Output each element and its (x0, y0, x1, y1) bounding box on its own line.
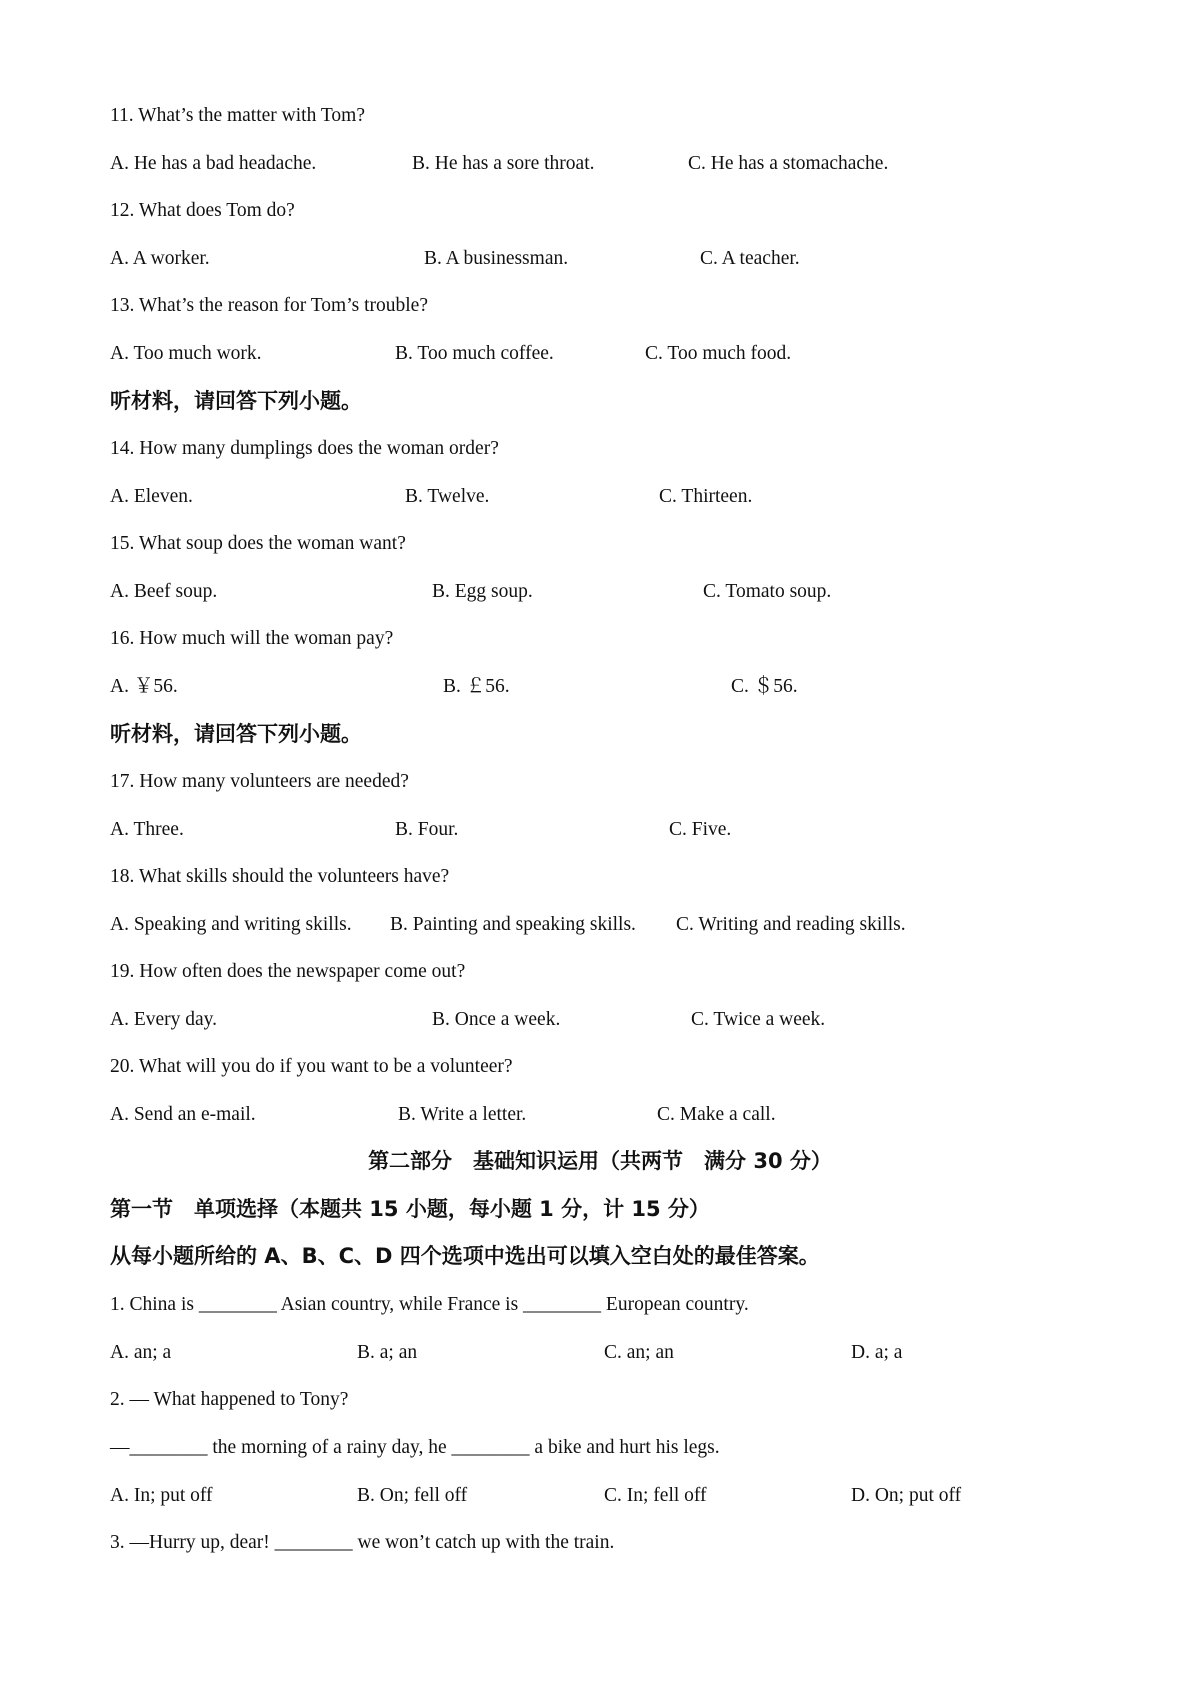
part2-title: 第二部分 基础知识运用（共两节 满分 30 分） (368, 1149, 832, 1173)
q11-option-b: B. He has a sore throat. (412, 153, 595, 174)
q15-option-c: C. Tomato soup. (703, 581, 832, 602)
question-18: 18. What skills should the volunteers have? (110, 866, 450, 887)
q12-option-b: B. A businessman. (424, 248, 569, 269)
q15-option-b: B. Egg soup. (432, 581, 533, 602)
q14-option-b: B. Twelve. (405, 486, 490, 507)
g1-option-c: C. an; an (604, 1342, 674, 1363)
question-20: 20. What will you do if you want to be a volunteer? (110, 1056, 513, 1077)
grammar-question-3: 3. —Hurry up, dear! ________ we won’t catch up with the train. (110, 1532, 615, 1553)
q12-option-c: C. A teacher. (700, 248, 800, 269)
q12-option-a: A. A worker. (110, 248, 210, 269)
g2-option-a: A. In; put off (110, 1485, 213, 1506)
q14-option-c: C. Thirteen. (659, 486, 753, 507)
q16-option-b: B. ￡56. (443, 676, 510, 697)
question-16: 16. How much will the woman pay? (110, 628, 394, 649)
question-15: 15. What soup does the woman want? (110, 533, 406, 554)
q20-option-b: B. Write a letter. (398, 1104, 527, 1125)
q13-option-c: C. Too much food. (645, 343, 792, 364)
question-17: 17. How many volunteers are needed? (110, 771, 409, 792)
section1-directions: 从每小题所给的 A、B、C、D 四个选项中选出可以填入空白处的最佳答案。 (110, 1244, 820, 1268)
q11-option-c: C. He has a stomachache. (688, 153, 889, 174)
question-14: 14. How many dumplings does the woman order? (110, 438, 499, 459)
q19-option-b: B. Once a week. (432, 1009, 561, 1030)
q16-option-c: C. ＄56. (731, 676, 798, 697)
listening-instruction: 听材料，请回答下列小题。 (110, 722, 362, 746)
q17-option-c: C. Five. (669, 819, 732, 840)
g1-option-d: D. a; a (851, 1342, 903, 1363)
q13-option-a: A. Too much work. (110, 343, 262, 364)
g2-option-b: B. On; fell off (357, 1485, 468, 1506)
q17-option-b: B. Four. (395, 819, 459, 840)
q19-option-c: C. Twice a week. (691, 1009, 826, 1030)
q18-option-b: B. Painting and speaking skills. (390, 914, 636, 935)
q16-option-a: A. ￥56. (110, 676, 178, 697)
question-12: 12. What does Tom do? (110, 200, 295, 221)
grammar-question-2-reply: —________ the morning of a rainy day, he ________ a bike and hurt his legs. (110, 1437, 720, 1458)
q17-option-a: A. Three. (110, 819, 184, 840)
g1-option-b: B. a; an (357, 1342, 418, 1363)
q14-option-a: A. Eleven. (110, 486, 193, 507)
listening-instruction: 听材料，请回答下列小题。 (110, 389, 362, 413)
g1-option-a: A. an; a (110, 1342, 172, 1363)
q13-option-b: B. Too much coffee. (395, 343, 554, 364)
question-13: 13. What’s the reason for Tom’s trouble? (110, 295, 428, 316)
question-11: 11. What’s the matter with Tom? (110, 105, 365, 126)
q19-option-a: A. Every day. (110, 1009, 218, 1030)
q15-option-a: A. Beef soup. (110, 581, 218, 602)
grammar-question-2: 2. — What happened to Tony? (110, 1389, 349, 1410)
g2-option-c: C. In; fell off (604, 1485, 707, 1506)
grammar-question-1: 1. China is ________ Asian country, while France is ________ European country. (110, 1294, 749, 1315)
question-19: 19. How often does the newspaper come out? (110, 961, 466, 982)
q20-option-c: C. Make a call. (657, 1104, 776, 1125)
g2-option-d: D. On; put off (851, 1485, 962, 1506)
q18-option-c: C. Writing and reading skills. (676, 914, 906, 935)
section1-heading: 第一节 单项选择（本题共 15 小题，每小题 1 分，计 15 分） (110, 1197, 710, 1221)
q20-option-a: A. Send an e-mail. (110, 1104, 256, 1125)
q11-option-a: A. He has a bad headache. (110, 153, 317, 174)
q18-option-a: A. Speaking and writing skills. (110, 914, 352, 935)
